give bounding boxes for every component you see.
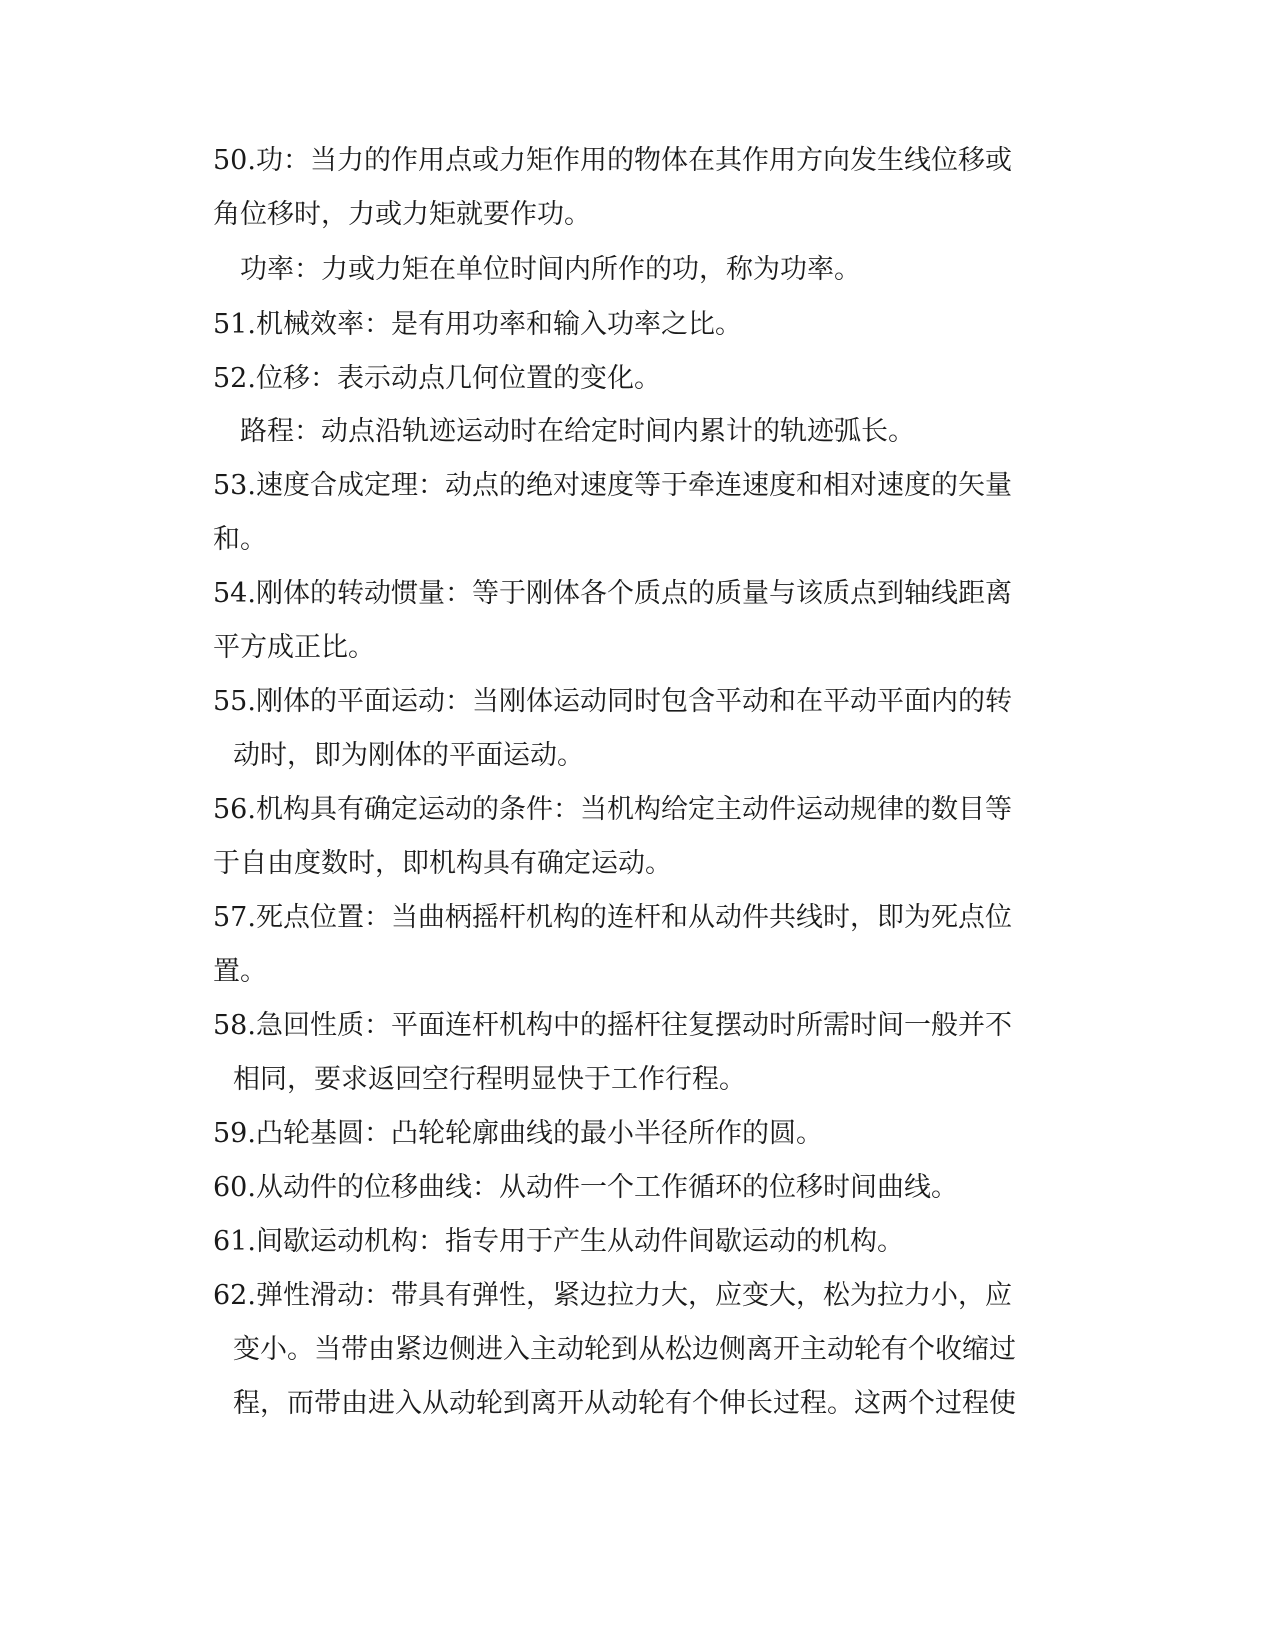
text-line: 56.机构具有确定运动的条件：当机构给定主动件运动规律的数目等 (213, 794, 1012, 825)
text-line: 平方成正比。 (213, 632, 375, 663)
text-line: 59.凸轮基圆：凸轮轮廓曲线的最小半径所作的圆。 (213, 1118, 823, 1149)
text-line: 58.急回性质：平面连杆机构中的摇杆往复摆动时所需时间一般并不 (213, 1010, 1012, 1041)
text-line: 53.速度合成定理：动点的绝对速度等于牵连速度和相对速度的矢量 (213, 470, 1012, 501)
text-line: 55.刚体的平面运动：当刚体运动同时包含平动和在平动平面内的转 (213, 686, 1012, 717)
text-line: 54.刚体的转动惯量：等于刚体各个质点的质量与该质点到轴线距离 (213, 578, 1012, 609)
text-line: 52.位移：表示动点几何位置的变化。 (213, 363, 661, 394)
text-line: 相同，要求返回空行程明显快于工作行程。 (233, 1064, 746, 1095)
text-line: 60.从动件的位移曲线：从动件一个工作循环的位移时间曲线。 (213, 1172, 958, 1203)
text-line: 61.间歇运动机构：指专用于产生从动件间歇运动的机构。 (213, 1226, 904, 1257)
text-line: 62.弹性滑动：带具有弹性，紧边拉力大，应变大，松为拉力小，应 (213, 1280, 1012, 1311)
text-line: 57.死点位置：当曲柄摇杆机构的连杆和从动件共线时，即为死点位 (213, 902, 1012, 933)
text-line: 和。 (213, 524, 267, 555)
text-line: 50.功：当力的作用点或力矩作用的物体在其作用方向发生线位移或 (213, 145, 1012, 176)
text-line: 功率：力或力矩在单位时间内所作的功，称为功率。 (240, 254, 861, 285)
text-line: 动时，即为刚体的平面运动。 (233, 740, 584, 771)
text-line: 于自由度数时，即机构具有确定运动。 (213, 848, 672, 879)
text-line: 角位移时，力或力矩就要作功。 (213, 199, 591, 230)
text-line: 51.机械效率：是有用功率和输入功率之比。 (213, 309, 742, 340)
text-line: 变小。当带由紧边侧进入主动轮到从松边侧离开主动轮有个收缩过 (233, 1334, 1016, 1365)
text-line: 置。 (213, 956, 267, 987)
text-line: 路程：动点沿轨迹运动时在给定时间内累计的轨迹弧长。 (240, 416, 915, 447)
text-line: 程，而带由进入从动轮到离开从动轮有个伸长过程。这两个过程使 (233, 1388, 1016, 1419)
